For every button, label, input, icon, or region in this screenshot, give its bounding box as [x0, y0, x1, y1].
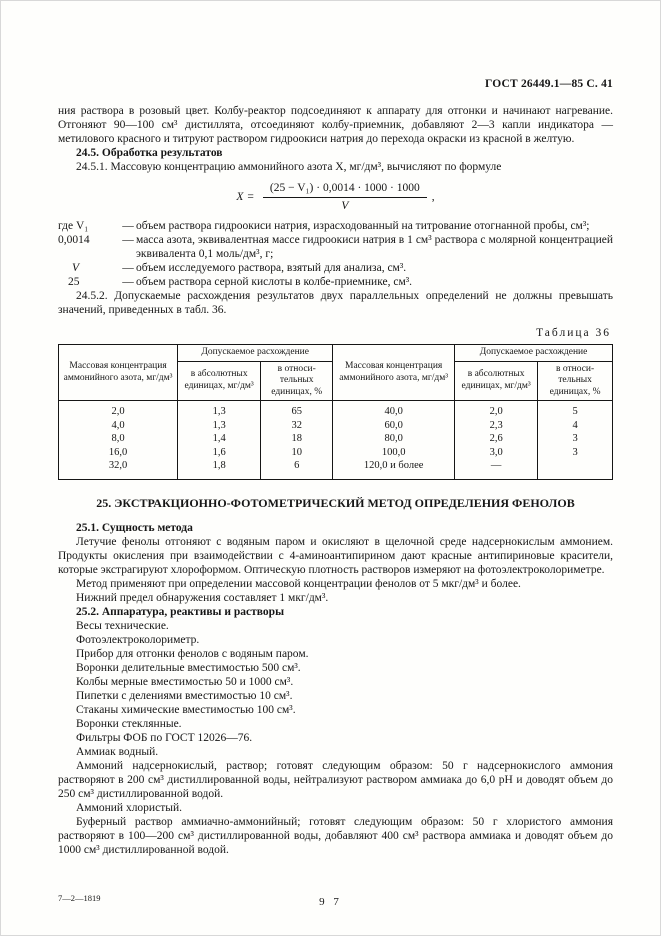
definition-text: объем исследуемого раствора, взятый для анализа, см³. [136, 262, 407, 274]
definition-dash: — [122, 234, 134, 246]
table-cell: 1,3 [178, 401, 261, 419]
table-row [59, 432, 613, 446]
section-24-5-heading: 24.5. Обработка результатов [76, 147, 223, 159]
print-order-code: 7—2—1819 [58, 893, 101, 903]
table-cell: 6 [261, 459, 333, 479]
doc-header-ref: ГОСТ 26449.1—85 С. 41 [485, 78, 613, 90]
table-cell: 2,0 [59, 401, 178, 419]
definition-term: 0,0014 [58, 234, 90, 246]
table-cell: 16,0 [59, 446, 178, 460]
section-25-heading: 25. ЭКСТРАКЦИОННО-ФОТОМЕТРИЧЕСКИЙ МЕТОД ОПРЕДЕЛЕНИЯ ФЕНОЛОВ [96, 495, 575, 510]
subcol-rel-left: в относительных единицах, % [261, 361, 333, 401]
table-row [59, 401, 613, 419]
table-cell: 2,3 [455, 419, 538, 433]
table-cell: 1,8 [178, 459, 261, 479]
definition-text: объем раствора гидроокиси натрия, израсходованный на титрование отогнанной пробы, см³; [136, 220, 590, 232]
table-cell: 3 [538, 446, 613, 460]
apparatus-item: Пипетки с делениями вместимостью 10 см³. [76, 689, 293, 702]
definition-dash: — [122, 220, 134, 232]
fraction-numerator: (25 − V₁) · 0,0014 · 1000 · 1000 [263, 181, 427, 198]
apparatus-item: Прибор для отгонки фенолов с водяным паром. [76, 647, 309, 660]
definition-row [58, 261, 613, 275]
col-header-concentration-left: Массовая концентрация аммонийного азота, мг/дм³ [59, 345, 178, 401]
table-caption: Таблица 36 [536, 327, 611, 339]
subcol-abs-right: в абсолютных единицах, мг/дм³ [455, 361, 538, 401]
table-cell: 3 [538, 432, 613, 446]
subcol-rel-right: в относительных единицах, % [538, 361, 613, 401]
table-cell [538, 459, 613, 479]
table-cell: 5 [538, 401, 613, 419]
table-cell: 100,0 [333, 446, 455, 460]
table-cell: 3,0 [455, 446, 538, 460]
apparatus-item: Воронки стеклянные. [76, 717, 182, 730]
apparatus-item: Фотоэлектроколориметр. [76, 633, 200, 646]
definition-term: где V₁ [58, 220, 89, 232]
definition-text: масса азота, эквивалентная массе гидроокиси натрия в 1 см³ раствора с молярной концентрацией эквивалента 0,1 моль/дм³, г; [136, 234, 613, 260]
fraction [263, 181, 427, 213]
table-cell: — [455, 459, 538, 479]
table-cell: 18 [261, 432, 333, 446]
formula-trailing-comma: , [431, 191, 435, 203]
col-header-concentration-right: Массовая концентрация аммонийного азота, мг/дм³ [333, 345, 455, 401]
table-cell: 10 [261, 446, 333, 460]
table-cell: 32 [261, 419, 333, 433]
ammonium-chloride-paragraph: Аммоний хлористый. [76, 801, 182, 814]
table-cell: 120,0 и более [333, 459, 455, 479]
buffer-solution-paragraph: Буферный раствор аммиачно-аммонийный; готовят следующим образом: 50 г хлористого аммония растворяют в 100—200 см³ дистиллированной воды, добавляют 400 см³ раствора аммиака и доводят объем до 1000 см³ дистиллированной водой. [58, 815, 613, 856]
table-cell: 8,0 [59, 432, 178, 446]
table-cell: 1,4 [178, 432, 261, 446]
section-25-2-heading: 25.2. Аппаратура, реактивы и растворы [76, 605, 285, 618]
definition-row [58, 275, 613, 289]
formula-variable-x: X [236, 191, 244, 203]
apparatus-item: Колбы мерные вместимостью 50 и 1000 см³. [76, 675, 294, 688]
apparatus-item: Воронки делительные вместимостью 500 см³. [76, 661, 301, 674]
apparatus-item: Фильтры ФОБ по ГОСТ 12026—76. [76, 731, 253, 744]
table-36 [58, 344, 613, 480]
subcol-abs-left: в абсолютных единицах, мг/дм³ [178, 361, 261, 401]
table-row [59, 446, 613, 460]
table-cell: 40,0 [333, 401, 455, 419]
formula [58, 181, 613, 213]
apparatus-item: Весы технические. [76, 619, 169, 632]
table-cell: 2,6 [455, 432, 538, 446]
formula-definitions [58, 219, 613, 289]
col-header-tolerance-right: Допускаемое расхождение [455, 345, 613, 362]
persulfate-solution-paragraph: Аммоний надсернокислый, раствор; готовят следующим образом: 50 г надсернокислого аммония растворяют в 200 см³ дистиллированной воды, нейтрализуют раствором аммиака до 6,0 pH и доводят объем до 250 см³ дистиллированной водой. [58, 759, 613, 800]
clause-24-5-2: 24.5.2. Допускаемые расхождения результатов двух параллельных определений не должны превышать значений, приведенных в табл. 36. [58, 290, 613, 316]
table-cell: 80,0 [333, 432, 455, 446]
definition-text: объем раствора серной кислоты в колбе-приемнике, см³. [136, 276, 413, 288]
table-cell: 65 [261, 401, 333, 419]
table-cell: 60,0 [333, 419, 455, 433]
definition-term: V [72, 262, 80, 274]
page-number: 9 7 [319, 896, 342, 908]
table-cell: 32,0 [59, 459, 178, 479]
method-summary-paragraph: Летучие фенолы отгоняют с водяным паром и окисляют в щелочной среде надсернокислым аммонием. Продукты окисления при взаимодействии с 4-аминоантипирином дают красные антипириновые красители, которые экстрагируют хлороформом. Оптическую плотность растворов измеряют на фотоэлектроколориметре. [58, 535, 613, 576]
apparatus-item: Стаканы химические вместимостью 100 см³. [76, 703, 296, 716]
table-cell: 4 [538, 419, 613, 433]
table-cell: 1,6 [178, 446, 261, 460]
definition-term: 25 [68, 276, 80, 288]
apparatus-item: Аммиак водный. [76, 745, 159, 758]
equals-sign: = [247, 191, 254, 203]
method-range-paragraph: Метод применяют при определении массовой концентрации фенолов от 5 мкг/дм³ и более. [76, 577, 521, 590]
fraction-denominator: V [341, 200, 349, 212]
intro-paragraph: ния раствора в розовый цвет. Колбу-реактор подсоединяют к аппарату для отгонки и начинают нагревание. Отгоняют 90—100 см³ дистиллята, отсоединяют колбу-приемник, добавляют 2—3 капли индикатора — метилового красного и титруют раствором гидроокиси натрия до перехода окраски из красной в желтую. [58, 105, 613, 145]
clause-24-5-1: 24.5.1. Массовую концентрацию аммонийного азота X, мг/дм³, вычисляют по формуле [76, 161, 502, 173]
table-cell: 1,3 [178, 419, 261, 433]
table-row [59, 459, 613, 479]
col-header-tolerance-left: Допускаемое расхождение [178, 345, 333, 362]
detection-limit-paragraph: Нижний предел обнаружения составляет 1 мкг/дм³. [76, 591, 329, 604]
section-25-1-heading: 25.1. Сущность метода [76, 521, 193, 534]
definition-row [58, 233, 613, 261]
definition-dash: — [122, 276, 134, 288]
table-row [59, 419, 613, 433]
definition-dash: — [122, 262, 134, 274]
table-cell: 4,0 [59, 419, 178, 433]
definition-row [58, 219, 613, 233]
table-cell: 2,0 [455, 401, 538, 419]
